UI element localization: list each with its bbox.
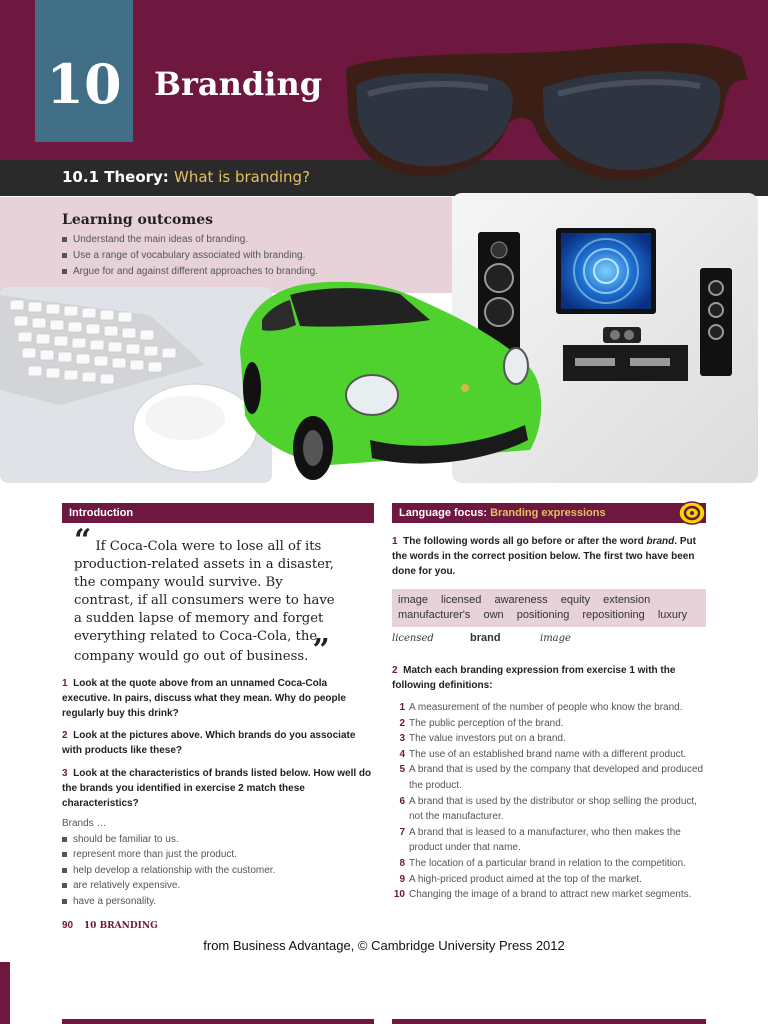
chapter-number: 10 bbox=[46, 52, 122, 116]
brands-characteristics-list bbox=[62, 816, 275, 909]
language-focus-prefix: Language focus: bbox=[399, 507, 488, 519]
language-focus-heading bbox=[392, 503, 706, 523]
next-page-edge bbox=[0, 962, 10, 1024]
word-bank-item: manufacturer's bbox=[398, 609, 471, 621]
theory-subtitle: What is branding? bbox=[174, 168, 311, 186]
list-item: represent more than just the product. bbox=[62, 847, 275, 863]
definition-number: 6 bbox=[399, 795, 405, 807]
definition-number: 1 bbox=[399, 702, 405, 713]
definition-text: A brand that is used by the distributor or shop selling the product, not the manufacturer. bbox=[409, 795, 697, 823]
definition-text: The value investors put on a brand. bbox=[409, 733, 566, 745]
definition-text: A brand that is leased to a manufacturer, who then makes the product under that name. bbox=[409, 826, 681, 854]
word-bank-item: own bbox=[483, 609, 504, 621]
intro-exercise-2 bbox=[62, 728, 372, 758]
definition-number: 7 bbox=[399, 826, 405, 838]
word-bank-item: repositioning bbox=[582, 609, 645, 621]
exercise-number: 1 bbox=[62, 678, 68, 689]
exercise-text: Look at the quote above from an unnamed Coca-Cola executive. In pairs, discuss what they mean. Why do people regularly buy this drink? bbox=[62, 678, 346, 719]
definitions-list bbox=[392, 700, 712, 903]
list-item bbox=[392, 747, 712, 763]
list-item: are relatively expensive. bbox=[62, 878, 275, 894]
definition-text: A high-priced product aimed at the top of the market. bbox=[409, 873, 642, 885]
footer-chapter: 10 BRANDING bbox=[83, 921, 158, 931]
close-quote-icon: ” bbox=[312, 633, 330, 668]
exercise-number: 2 bbox=[392, 665, 398, 676]
page-number: 90 bbox=[62, 920, 74, 931]
audio-cd-icon bbox=[678, 500, 706, 526]
chapter-title: Branding bbox=[154, 65, 323, 103]
example-after-word: image bbox=[540, 633, 571, 644]
definition-text: The location of a particular brand in relation to the competition. bbox=[409, 857, 686, 869]
exercise-number: 3 bbox=[62, 768, 68, 779]
exercise-number: 1 bbox=[392, 536, 398, 547]
word-bank-item: image bbox=[398, 594, 428, 606]
word-bank-item: luxury bbox=[657, 609, 688, 621]
list-item: should be familiar to us. bbox=[62, 832, 275, 848]
definition-text: The use of an established brand name with a different product. bbox=[409, 748, 687, 760]
chapter-number-tab bbox=[35, 0, 133, 142]
definition-number: 2 bbox=[399, 717, 405, 729]
page-footer bbox=[62, 920, 158, 931]
copyright-credit: from Business Advantage, © Cambridge University Press 2012 bbox=[203, 938, 565, 953]
definition-number: 10 bbox=[393, 889, 405, 901]
exercise-text: The following words all go before or after the word bbox=[403, 536, 644, 547]
learning-outcomes-list bbox=[62, 232, 318, 280]
intro-exercise-3 bbox=[62, 766, 372, 811]
coca-cola-quote bbox=[74, 523, 344, 668]
next-page-bar-right bbox=[392, 1019, 706, 1024]
definition-number: 4 bbox=[399, 748, 405, 760]
exercise-text: Look at the characteristics of brands listed below. How well do the brands you identified in exercise 2 match these characteristics? bbox=[62, 768, 372, 809]
exercise-number: 2 bbox=[62, 730, 68, 741]
list-item bbox=[392, 872, 712, 888]
language-focus-title: Branding expressions bbox=[490, 507, 606, 519]
list-item: have a personality. bbox=[62, 894, 275, 910]
open-quote-icon: “ bbox=[74, 523, 92, 558]
language-exercise-2 bbox=[392, 663, 708, 693]
exercise-text: Look at the pictures above. Which brands do you associate with products like these? bbox=[62, 730, 356, 756]
list-item bbox=[392, 856, 712, 872]
list-item: Use a range of vocabulary associated with branding. bbox=[62, 248, 318, 264]
keyboard-mouse-photo bbox=[0, 287, 272, 483]
example-brand-word: brand bbox=[470, 632, 501, 644]
list-item: help develop a relationship with the customer. bbox=[62, 863, 275, 879]
word-bank-item: positioning bbox=[516, 609, 570, 621]
example-before-word: licensed bbox=[392, 633, 434, 644]
word-bank bbox=[392, 589, 706, 627]
definition-number: 8 bbox=[399, 857, 405, 869]
list-item bbox=[392, 887, 712, 903]
exercise-text: Match each branding expression from exercise 1 with the following definitions: bbox=[392, 665, 676, 691]
theory-label: 10.1 Theory: bbox=[62, 168, 169, 186]
definition-number: 3 bbox=[399, 733, 405, 745]
list-item bbox=[392, 762, 712, 793]
language-exercise-1 bbox=[392, 534, 708, 579]
word-bank-item: extension bbox=[603, 594, 651, 606]
intro-exercise-1 bbox=[62, 676, 372, 721]
theory-heading bbox=[62, 168, 310, 186]
list-item: Understand the main ideas of branding. bbox=[62, 232, 318, 248]
word-bank-item: licensed bbox=[441, 594, 482, 606]
definition-text: Changing the image of a brand to attract new market segments. bbox=[409, 889, 692, 901]
quote-text: If Coca-Cola were to lose all of its production-related assets in a disaster, the company would survive. By contrast, if all consumers were to have a sudden lapse of memory and forget everything related to Coca-Cola, the company would go out of business. bbox=[74, 539, 335, 664]
definition-text: A brand that is used by the company that developed and produced the product. bbox=[409, 764, 704, 791]
definition-text: The public perception of the brand. bbox=[409, 717, 564, 729]
emphasized-word: brand bbox=[646, 536, 675, 547]
sunglasses-photo bbox=[338, 28, 754, 200]
list-item bbox=[392, 716, 712, 732]
exercise-text: . Put the words in the correct position below. The first two have been done for you. bbox=[392, 536, 696, 577]
list-item: Argue for and against different approaches to branding. bbox=[62, 264, 318, 280]
brands-label: Brands … bbox=[62, 818, 107, 829]
introduction-heading: Introduction bbox=[62, 503, 374, 523]
list-item bbox=[392, 825, 712, 856]
definition-number: 9 bbox=[399, 873, 405, 885]
next-page-bar-left bbox=[62, 1019, 374, 1024]
definition-text: A measurement of the number of people who know the brand. bbox=[409, 702, 683, 713]
list-item bbox=[392, 731, 712, 747]
word-bank-item: awareness bbox=[494, 594, 548, 606]
list-item bbox=[392, 700, 712, 716]
list-item bbox=[392, 794, 712, 825]
learning-outcomes-title: Learning outcomes bbox=[62, 212, 213, 228]
definition-number: 5 bbox=[399, 764, 405, 776]
word-bank-item: equity bbox=[560, 594, 591, 606]
